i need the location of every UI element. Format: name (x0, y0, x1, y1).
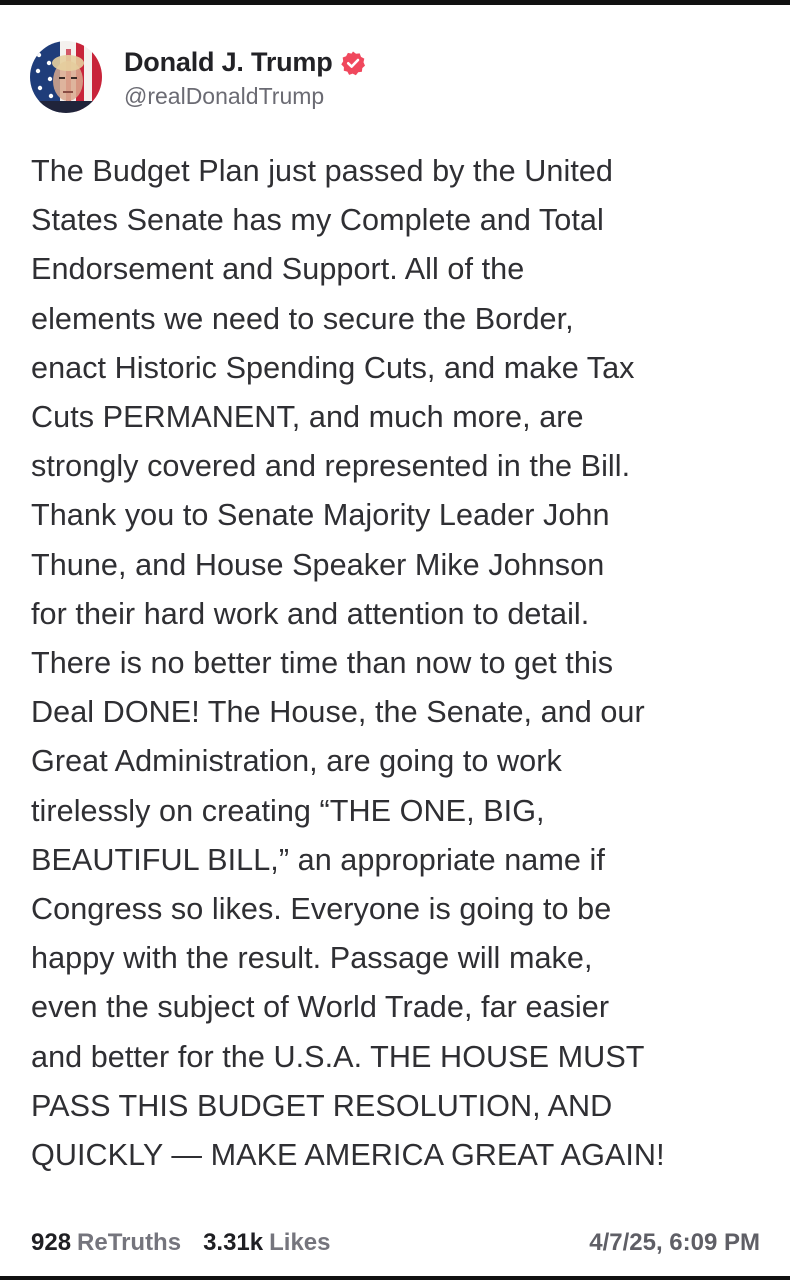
avatar[interactable] (30, 41, 102, 113)
likes-label: Likes (269, 1229, 331, 1256)
verified-badge-icon (340, 50, 366, 76)
retruths-label: ReTruths (77, 1229, 182, 1256)
retruths-stat[interactable] (31, 1229, 181, 1257)
post-header (30, 37, 366, 117)
author-identity (124, 45, 366, 110)
avatar-image (30, 41, 102, 113)
retruths-count: 928 (31, 1229, 72, 1256)
author-handle[interactable]: @realDonaldTrump (124, 82, 325, 109)
likes-count: 3.31k (203, 1229, 264, 1256)
likes-stat[interactable] (203, 1229, 330, 1257)
name-row (124, 45, 366, 81)
author-display-name[interactable]: Donald J. Trump (124, 47, 333, 77)
post-timestamp[interactable]: 4/7/25, 6:09 PM (589, 1229, 760, 1256)
post-text: The Budget Plan just passed by the United States Senate has my Complete and Total Endorsement and Support. All of the elements we need to secure the Border, enact Historic Spending Cuts, and make Tax Cuts PERMANENT, and much more, are strongly covered and represented in the Bill. Thank you to Senate Majority Leader John Thune, and House Speaker Mike Johnson for their hard work and attention to detail. There is no better time than now to get this Deal DONE! The House, the Senate, and our Great Administration, are going to work tirelessly on creating “THE ONE, BIG, BEAUTIFUL BILL,” an appropriate name if Congress so likes. Everyone is going to be happy with the result. Passage will make, even the subject of World Trade, far easier and better for the U.S.A. THE HOUSE MUST PASS THIS BUDGET RESOLUTION, AND QUICKLY — MAKE AMERICA GREAT AGAIN! (31, 154, 665, 1173)
post-footer (31, 1225, 760, 1261)
